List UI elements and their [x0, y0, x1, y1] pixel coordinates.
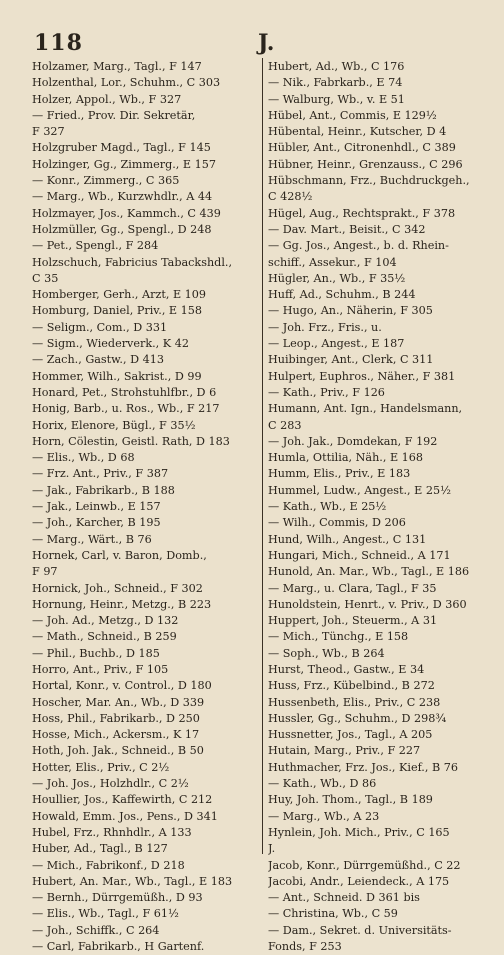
directory-entry: Humm, Elis., Priv., E 183: [268, 467, 411, 481]
directory-entry: Huy, Joh. Thom., Tagl., B 189: [268, 793, 433, 807]
directory-entry: Jacobi, Andr., Leiendeck., A 175: [268, 874, 450, 888]
directory-entry: Hübler, Ant., Citronenhdl., C 389: [268, 141, 456, 155]
directory-entry: Hübel, Ant., Commis, E 129½: [268, 108, 437, 122]
directory-entry: — Zach., Gastw., D 413: [32, 353, 164, 367]
directory-entry: Huthmacher, Frz. Jos., Kief., B 76: [268, 760, 458, 774]
left-column: [32, 59, 260, 955]
directory-entry: C 283: [268, 418, 302, 432]
directory-entry: — Joh. Frz., Fris., u.: [268, 320, 382, 334]
directory-entry: — Joh. Jos., Holzhdlr., C 2½: [32, 777, 189, 791]
directory-entry: — Kath., Wb., E 25½: [268, 500, 387, 514]
directory-entry: — Marg., Wb., A 23: [268, 809, 380, 823]
directory-entry: Hungari, Mich., Schneid., A 171: [268, 548, 451, 562]
directory-entry: — Marg., Wärt., B 76: [32, 532, 152, 546]
directory-entry: — Gg. Jos., Angest., b. d. Rhein-: [268, 239, 449, 253]
directory-entry: Huppert, Joh., Steuerm., A 31: [268, 614, 438, 628]
directory-entry: Hügel, Aug., Rechtsprakt., F 378: [268, 206, 456, 220]
directory-entry: — Frz. Ant., Priv., F 387: [32, 467, 169, 481]
directory-entry: Hunold, An. Mar., Wb., Tagl., E 186: [268, 565, 470, 579]
directory-entry: Humla, Ottilia, Näh., E 168: [268, 451, 424, 465]
directory-entry: Hurst, Theod., Gastw., E 34: [268, 662, 425, 676]
directory-entry: — Carl, Fabrikarb., H Gartenf.: [32, 940, 205, 954]
directory-entry: Hubel, Frz., Rhnhdlr., A 133: [32, 825, 192, 839]
directory-entry: Hornick, Joh., Schneid., F 302: [32, 581, 203, 595]
directory-entry: F 97: [32, 565, 58, 579]
directory-entry: Hussnetter, Jos., Tagl., A 205: [268, 728, 433, 742]
directory-entry: Hutain, Marg., Priv., F 227: [268, 744, 421, 758]
directory-entry: — Wilh., Commis, D 206: [268, 516, 406, 530]
directory-entry: — Joh., Karcher, B 195: [32, 516, 161, 530]
directory-entry: — Elis., Wb., Tagl., F 61½: [32, 907, 179, 921]
directory-entry: Horn, Cölestin, Geistl. Rath, D 183: [32, 434, 230, 448]
directory-entry: — Leop., Angest., E 187: [268, 337, 405, 351]
directory-entry: Hübental, Heinr., Kutscher, D 4: [268, 125, 447, 139]
directory-entry: — Bernh., Dürrgemüßh., D 93: [32, 891, 203, 905]
directory-entry: Jacob, Konr., Dürrgemüßhd., C 22: [268, 858, 461, 872]
directory-entry: Hoth, Joh. Jak., Schneid., B 50: [32, 744, 204, 758]
directory-entry: C 428½: [268, 190, 313, 204]
directory-entry: — Dam., Sekret. d. Universitäts-: [268, 923, 452, 937]
directory-entry: — Elis., Wb., D 68: [32, 451, 135, 465]
directory-entry: F 327: [32, 125, 65, 139]
directory-entry: J.: [268, 842, 276, 856]
directory-entry: schiff., Assekur., F 104: [268, 255, 397, 269]
directory-entry: — Mich., Tünchg., E 158: [268, 630, 409, 644]
directory-entry: Hummel, Ludw., Angest., E 25½: [268, 483, 451, 497]
directory-entry: Hübner, Heinr., Grenzauss., C 296: [268, 157, 463, 171]
directory-entry: Holzer, Appol., Wb., F 327: [32, 92, 182, 106]
directory-entry: — Hugo, An., Näherin, F 305: [268, 304, 433, 318]
directory-entry: Hortal, Konr., v. Control., D 180: [32, 679, 212, 693]
directory-entry: Hynlein, Joh. Mich., Priv., C 165: [268, 825, 450, 839]
directory-entry: Holzmayer, Jos., Kammch., C 439: [32, 206, 221, 220]
directory-entry: Holzschuch, Fabricius Tabackshdl.,: [32, 255, 233, 269]
column-divider: [262, 58, 263, 854]
directory-entry: Homberger, Gerh., Arzt, E 109: [32, 288, 207, 302]
directory-entry: Hornung, Heinr., Metzg., B 223: [32, 597, 212, 611]
directory-entry: Hubert, Ad., Wb., C 176: [268, 60, 405, 73]
directory-entry: — Christina, Wb., C 59: [268, 907, 398, 921]
directory-entry: — Pet., Spengl., F 284: [32, 239, 159, 253]
directory-entry: Fonds, F 253: [268, 940, 342, 954]
directory-entry: Holzmüller, Gg., Spengl., D 248: [32, 222, 212, 236]
directory-entry: Hulpert, Euphros., Näher., F 381: [268, 369, 456, 383]
directory-entry: Hübschmann, Frz., Buchdruckgeh.,: [268, 174, 470, 188]
directory-entry: Huff, Ad., Schuhm., B 244: [268, 288, 416, 302]
directory-entry: Hussenbeth, Elis., Priv., C 238: [268, 695, 441, 709]
directory-entry: Houllier, Jos., Kaffewirth, C 212: [32, 793, 213, 807]
directory-entry: Hunoldstein, Henrt., v. Priv., D 360: [268, 597, 467, 611]
directory-entry: — Joh. Jak., Domdekan, F 192: [268, 434, 438, 448]
directory-entry: — Joh. Ad., Metzg., D 132: [32, 614, 179, 628]
directory-entry: — Mich., Fabrikonf., D 218: [32, 858, 185, 872]
directory-entry: — Kath., Wb., D 86: [268, 777, 377, 791]
directory-entry: Huibinger, Ant., Clerk, C 311: [268, 353, 434, 367]
directory-entry: Hügler, An., Wb., F 35½: [268, 271, 406, 285]
directory-entry: — Jak., Fabrikarb., B 188: [32, 483, 175, 497]
directory-entry: — Marg., u. Clara, Tagl., F 35: [268, 581, 437, 595]
section-letter: J.: [258, 30, 275, 56]
directory-entry: Honard, Pet., Strohstuhlfbr., D 6: [32, 385, 217, 399]
directory-entry: Hund, Wilh., Angest., C 131: [268, 532, 427, 546]
directory-entry: Holzgruber Magd., Tagl., F 145: [32, 141, 211, 155]
directory-entry: — Ant., Schneid. D 361 bis: [268, 891, 420, 905]
directory-entry: — Walburg, Wb., v. E 51: [268, 92, 405, 106]
directory-entry: — Phil., Buchb., D 185: [32, 646, 160, 660]
page-number: 118: [34, 30, 83, 56]
directory-entry: — Math., Schneid., B 259: [32, 630, 177, 644]
directory-entry: — Nik., Fabrkarb., E 74: [268, 76, 403, 90]
directory-entry: Hotter, Elis., Priv., C 2½: [32, 760, 170, 774]
right-column: [268, 59, 494, 955]
directory-entry: Hubert, An. Mar., Wb., Tagl., E 183: [32, 874, 233, 888]
directory-entry: Holzinger, Gg., Zimmerg., E 157: [32, 157, 216, 171]
directory-entry: C 35: [32, 271, 59, 285]
directory-entry: Hornek, Carl, v. Baron, Domb.,: [32, 548, 207, 562]
directory-entry: Humann, Ant. Ign., Handelsmann,: [268, 402, 463, 416]
directory-entry: — Sigm., Wiederverk., K 42: [32, 337, 189, 351]
directory-entry: Hosse, Mich., Ackersm., K 17: [32, 728, 200, 742]
directory-entry: — Jak., Leinwb., E 157: [32, 500, 161, 514]
directory-entry: Hommer, Wilh., Sakrist., D 99: [32, 369, 202, 383]
directory-entry: Homburg, Daniel, Priv., E 158: [32, 304, 203, 318]
directory-entry: — Soph., Wb., B 264: [268, 646, 385, 660]
directory-entry: — Kath., Priv., F 126: [268, 385, 385, 399]
directory-entry: — Dav. Mart., Beisit., C 342: [268, 222, 426, 236]
page-header: [0, 6, 504, 62]
directory-entry: Howald, Emm. Jos., Pens., D 341: [32, 809, 218, 823]
directory-entry: — Joh., Schiffk., C 264: [32, 923, 160, 937]
directory-entry: Horro, Ant., Priv., F 105: [32, 662, 169, 676]
directory-entry: — Seligm., Com., D 331: [32, 320, 168, 334]
directory-entry: Hoscher, Mar. An., Wb., D 339: [32, 695, 205, 709]
directory-entry: Holzamer, Marg., Tagl., F 147: [32, 60, 202, 73]
directory-entry: — Fried., Prov. Dir. Sekretär,: [32, 108, 196, 122]
directory-entry: Honig, Barb., u. Ros., Wb., F 217: [32, 402, 220, 416]
directory-entry: Holzenthal, Lor., Schuhm., C 303: [32, 76, 221, 90]
directory-entry: Hoss, Phil., Fabrikarb., D 250: [32, 711, 200, 725]
directory-entry: Huss, Frz., Kübelbind., B 272: [268, 679, 435, 693]
directory-entry: — Konr., Zimmerg., C 365: [32, 174, 180, 188]
directory-entry: Hussler, Gg., Schuhm., D 298¾: [268, 711, 447, 725]
directory-entry: Huber, Ad., Tagl., B 127: [32, 842, 168, 856]
directory-entry: — Marg., Wb., Kurzwhdlr., A 44: [32, 190, 213, 204]
directory-entry: Horix, Elenore, Bügl., F 35½: [32, 418, 196, 432]
